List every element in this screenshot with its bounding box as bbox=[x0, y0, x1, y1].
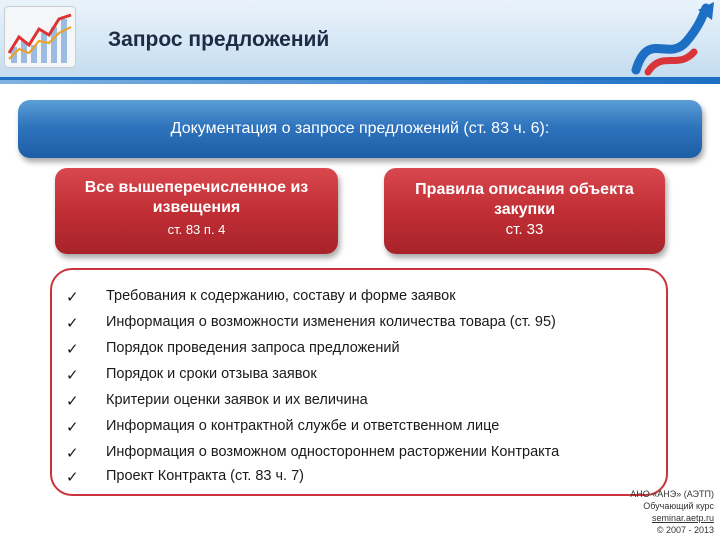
list-item-text: Информация о контрактной службе и ответственном лице bbox=[106, 418, 500, 434]
documentation-banner: Документация о запросе предложений (ст. 83 ч. 6): bbox=[18, 100, 702, 158]
list-item bbox=[52, 466, 668, 490]
checkmark-icon: ✓ bbox=[66, 418, 79, 436]
object-rules-title-line1: Правила описания объекта bbox=[415, 181, 634, 198]
list-item-text: Порядок проведения запроса предложений bbox=[106, 340, 400, 356]
footer-site-link[interactable]: seminar.aetp.ru bbox=[651, 513, 714, 523]
header-bar bbox=[0, 0, 720, 80]
list-item-text: Порядок и сроки отзыва заявок bbox=[106, 366, 317, 382]
object-rules-title-line2: закупки bbox=[493, 201, 556, 218]
footer-org: АНО «АНЭ» (АЭТП) bbox=[630, 489, 714, 499]
growth-chart-icon bbox=[4, 6, 76, 68]
checkmark-icon: ✓ bbox=[66, 288, 79, 306]
object-rules-ref: ст. 33 bbox=[505, 221, 544, 238]
list-item bbox=[52, 442, 668, 466]
list-item-text: Требования к содержанию, составу и форме заявок bbox=[106, 288, 456, 304]
footer-credits bbox=[600, 488, 714, 536]
list-item-text: Информация о возможности изменения количества товара (ст. 95) bbox=[106, 314, 556, 330]
checkmark-icon: ✓ bbox=[66, 392, 79, 410]
notice-info-ref: ст. 83 п. 4 bbox=[167, 222, 226, 237]
list-item-text: Информация о возможном одностороннем расторжении Контракта bbox=[106, 444, 560, 460]
checkmark-icon: ✓ bbox=[66, 444, 79, 462]
header-divider bbox=[0, 80, 720, 84]
notice-info-title-line1: Все вышеперечисленное из bbox=[84, 179, 309, 196]
checkmark-icon: ✓ bbox=[66, 468, 79, 486]
page-title: Запрос предложений bbox=[108, 28, 330, 51]
list-item bbox=[52, 416, 668, 440]
list-item bbox=[52, 312, 668, 336]
notice-info-box bbox=[55, 168, 338, 254]
notice-info-title-line2: извещения bbox=[152, 199, 241, 216]
list-item bbox=[52, 286, 668, 310]
footer-copyright: © 2007 - 2013 bbox=[656, 525, 714, 535]
checkmark-icon: ✓ bbox=[66, 314, 79, 332]
checkmark-icon: ✓ bbox=[66, 340, 79, 358]
list-item bbox=[52, 390, 668, 414]
checkmark-icon: ✓ bbox=[66, 366, 79, 384]
arrow-swoosh-logo bbox=[628, 0, 720, 80]
list-item bbox=[52, 364, 668, 388]
list-item bbox=[52, 338, 668, 362]
requirements-list bbox=[50, 268, 668, 496]
list-item-text: Критерии оценки заявок и их величина bbox=[106, 392, 368, 408]
list-item-text: Проект Контракта (ст. 83 ч. 7) bbox=[106, 468, 304, 484]
footer-course: Обучающий курс bbox=[643, 501, 714, 511]
object-rules-box bbox=[384, 168, 665, 254]
